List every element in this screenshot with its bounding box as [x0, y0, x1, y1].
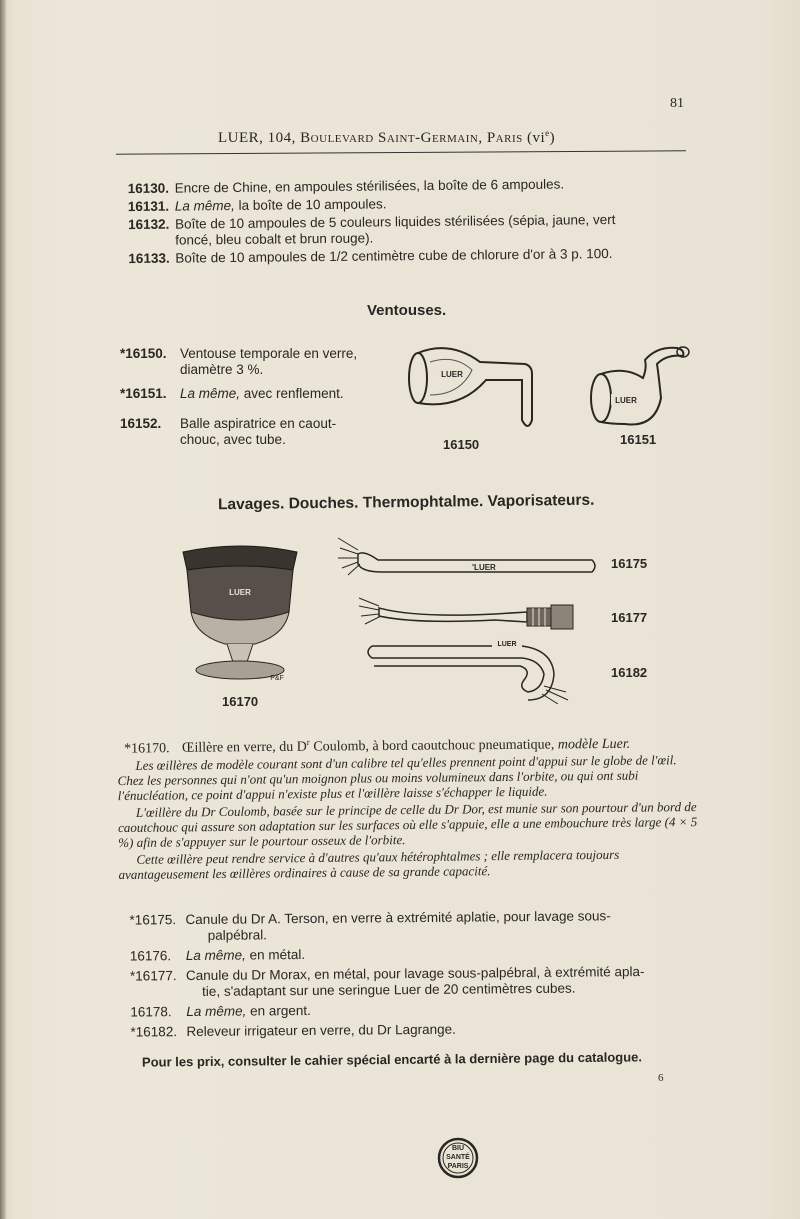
entry-16177 — [130, 963, 710, 1000]
entry-number: *16170. — [123, 740, 170, 757]
entry-text-sup: r — [306, 736, 310, 747]
entry-number: *16182. — [130, 1024, 178, 1040]
entry-text-italic: La même, — [180, 386, 241, 401]
figure-label-16177: 16177 — [611, 610, 648, 625]
entry-number: *16150. — [120, 346, 167, 361]
entry-continuation: diamètre 3 %. — [180, 362, 264, 377]
header-title-address: Boulevard Saint-Germain, Paris — [300, 130, 523, 146]
entry-text: Canule du Dr A. Terson, en verre à extrémité aplatie, pour lavage sous- — [185, 908, 611, 928]
entry-text: la boîte de 10 ampoules. — [234, 196, 387, 213]
page-binding-edge — [0, 0, 6, 1219]
entries-top — [128, 175, 719, 267]
header-title-end: (vi — [522, 130, 546, 146]
entry-number: *16151. — [120, 386, 167, 401]
entry-text: Releveur irrigateur en verre, du Dr Lagrange. — [186, 1021, 456, 1040]
entries-ventouses — [120, 346, 385, 448]
entry-text-start: Œillère en verre, du D — [181, 739, 307, 756]
price-notice: Pour les prix, consulter le cahier spécial encarté à la dernière page du catalogue. — [141, 1049, 643, 1070]
entry-number: 16152. — [120, 416, 162, 431]
header-title-close: ) — [549, 130, 556, 146]
oeillere-mark-luer: LUER — [229, 588, 251, 597]
entry-number: *16175. — [129, 912, 177, 928]
description-paragraphs — [117, 752, 703, 882]
releveur-mark-luer: LUER — [497, 641, 517, 648]
entry-16132 — [128, 211, 718, 249]
entry-text: Encre de Chine, en ampoules stérilisées, la boîte de 6 ampoules. — [174, 176, 565, 196]
entry-16152 — [120, 416, 385, 448]
library-stamp-text — [437, 1144, 479, 1171]
illustration-canule-16175 — [330, 530, 605, 585]
figure-label-16151: 16151 — [620, 432, 657, 447]
entry-text: en métal. — [245, 947, 306, 963]
entry-16175 — [129, 907, 709, 944]
entries-bottom — [129, 907, 710, 1040]
entry-text: Ventouse temporale en verre, — [180, 346, 358, 361]
entry-16178 — [130, 999, 710, 1020]
paragraph-2: L'œillère du Dr Coulomb, basée sur le principe de celle du Dr Dor, est munie sur son pourtour d'un bord de caoutchouc qui assure son adaptation sur les surfaces où elle s'appuie, elle a une embouchure très large (4 × 5 %) afin de s'appuyer sur le pourtour osseux de l'orbite. — [118, 799, 698, 851]
entry-text: Boîte de 10 ampoules de 5 couleurs liquides stérilisées (sépia, jaune, vert — [174, 211, 616, 232]
engraver-mark: P&F — [270, 675, 284, 682]
ventouse-mark-luer: LUER — [441, 370, 463, 379]
entry-number: 16132. — [127, 216, 170, 233]
entry-text: Balle aspiratrice en caout- — [180, 416, 337, 431]
entry-text: en argent. — [246, 1002, 311, 1019]
entry-number: 16130. — [127, 180, 170, 197]
header-title-sup: e — [545, 128, 550, 138]
entry-text-end: Coulomb, à bord caoutchouc pneumatique, — [309, 737, 555, 755]
illustration-ventouse-16151 — [585, 338, 695, 434]
entry-16182 — [130, 1019, 710, 1040]
entry-continuation: palpébral. — [207, 927, 268, 943]
entry-text: Boîte de 10 ampoules de 1/2 centimètre cube de chlorure d'or à 3 p. 100. — [175, 246, 613, 266]
entry-continuation: chouc, avec tube. — [180, 432, 286, 447]
entry-16133 — [128, 245, 718, 267]
paragraph-3: Cette œillère peut rendre service à d'autres qu'aux hétérophtalmes ; elle remplacera toujours avantageusement les œillères ordinaires à cause de sa grande capacité. — [118, 846, 620, 883]
stamp-line-1: BIU — [451, 1145, 465, 1152]
ventouse-mark-luer-2: LUER — [615, 396, 637, 405]
entry-text: Canule du Dr Morax, en métal, pour lavage sous-palpébral, à extrémité apla- — [185, 964, 645, 984]
figure-label-16175: 16175 — [611, 556, 648, 571]
entry-number: 16131. — [127, 198, 170, 215]
illustration-ventouse-16150 — [400, 340, 550, 440]
entry-16176 — [130, 943, 710, 964]
stamp-line-2: SANTÉ — [446, 1154, 470, 1161]
entry-continuation: tie, s'adaptant sur une seringue Luer de 20 centimètres cubes. — [202, 980, 576, 999]
entry-text-italic: La même, — [186, 1003, 247, 1020]
paragraph-1: Les œillères de modèle courant sont d'un calibre tel qu'elles prennent point d'appui sur le globe de l'œil. Chez les personnes qui n'ont qu'un moignon plus ou moins volumineux dans l'orbite, ou qui ont subi l'énucléation, ce point d'appui n'existe plus et l'œillère laisse s'échapper le liquide. — [117, 752, 677, 804]
entry-16151 — [120, 386, 385, 402]
figure-label-16150: 16150 — [443, 437, 480, 452]
entry-number: 16178. — [130, 1004, 172, 1020]
canule-mark-luer: 'LUER — [472, 563, 496, 572]
figure-label-16170: 16170 — [222, 694, 259, 709]
entry-text-italic: La même, — [174, 197, 235, 214]
entry-number: 16176. — [129, 948, 172, 964]
entry-number: 16133. — [128, 250, 170, 267]
entry-text: avec renflement. — [240, 386, 344, 401]
entry-text-italic: La même, — [185, 947, 246, 964]
header-title-start: LUER, 104, — [218, 130, 301, 146]
illustration-oeillere-16170 — [175, 540, 305, 690]
page-number: 81 — [670, 96, 684, 111]
stamp-line-3: PARIS — [447, 1163, 469, 1170]
figure-label-16182: 16182 — [611, 665, 648, 680]
entry-16150 — [120, 346, 385, 378]
running-header — [218, 128, 688, 147]
illustration-releveur-16182 — [362, 634, 580, 704]
header-rule — [116, 150, 686, 154]
entry-continuation: foncé, bleu cobalt et brun rouge). — [175, 230, 374, 248]
section-title-ventouses: Ventouses. — [367, 302, 447, 319]
entry-number: *16177. — [129, 968, 177, 984]
section-title-lavages: Lavages. Douches. Thermophtalme. Vaporisateurs. — [217, 491, 595, 514]
entry-text-italic: modèle Luer. — [554, 736, 631, 753]
illustration-canule-16177 — [355, 592, 585, 632]
signature-mark: 6 — [658, 1072, 664, 1084]
